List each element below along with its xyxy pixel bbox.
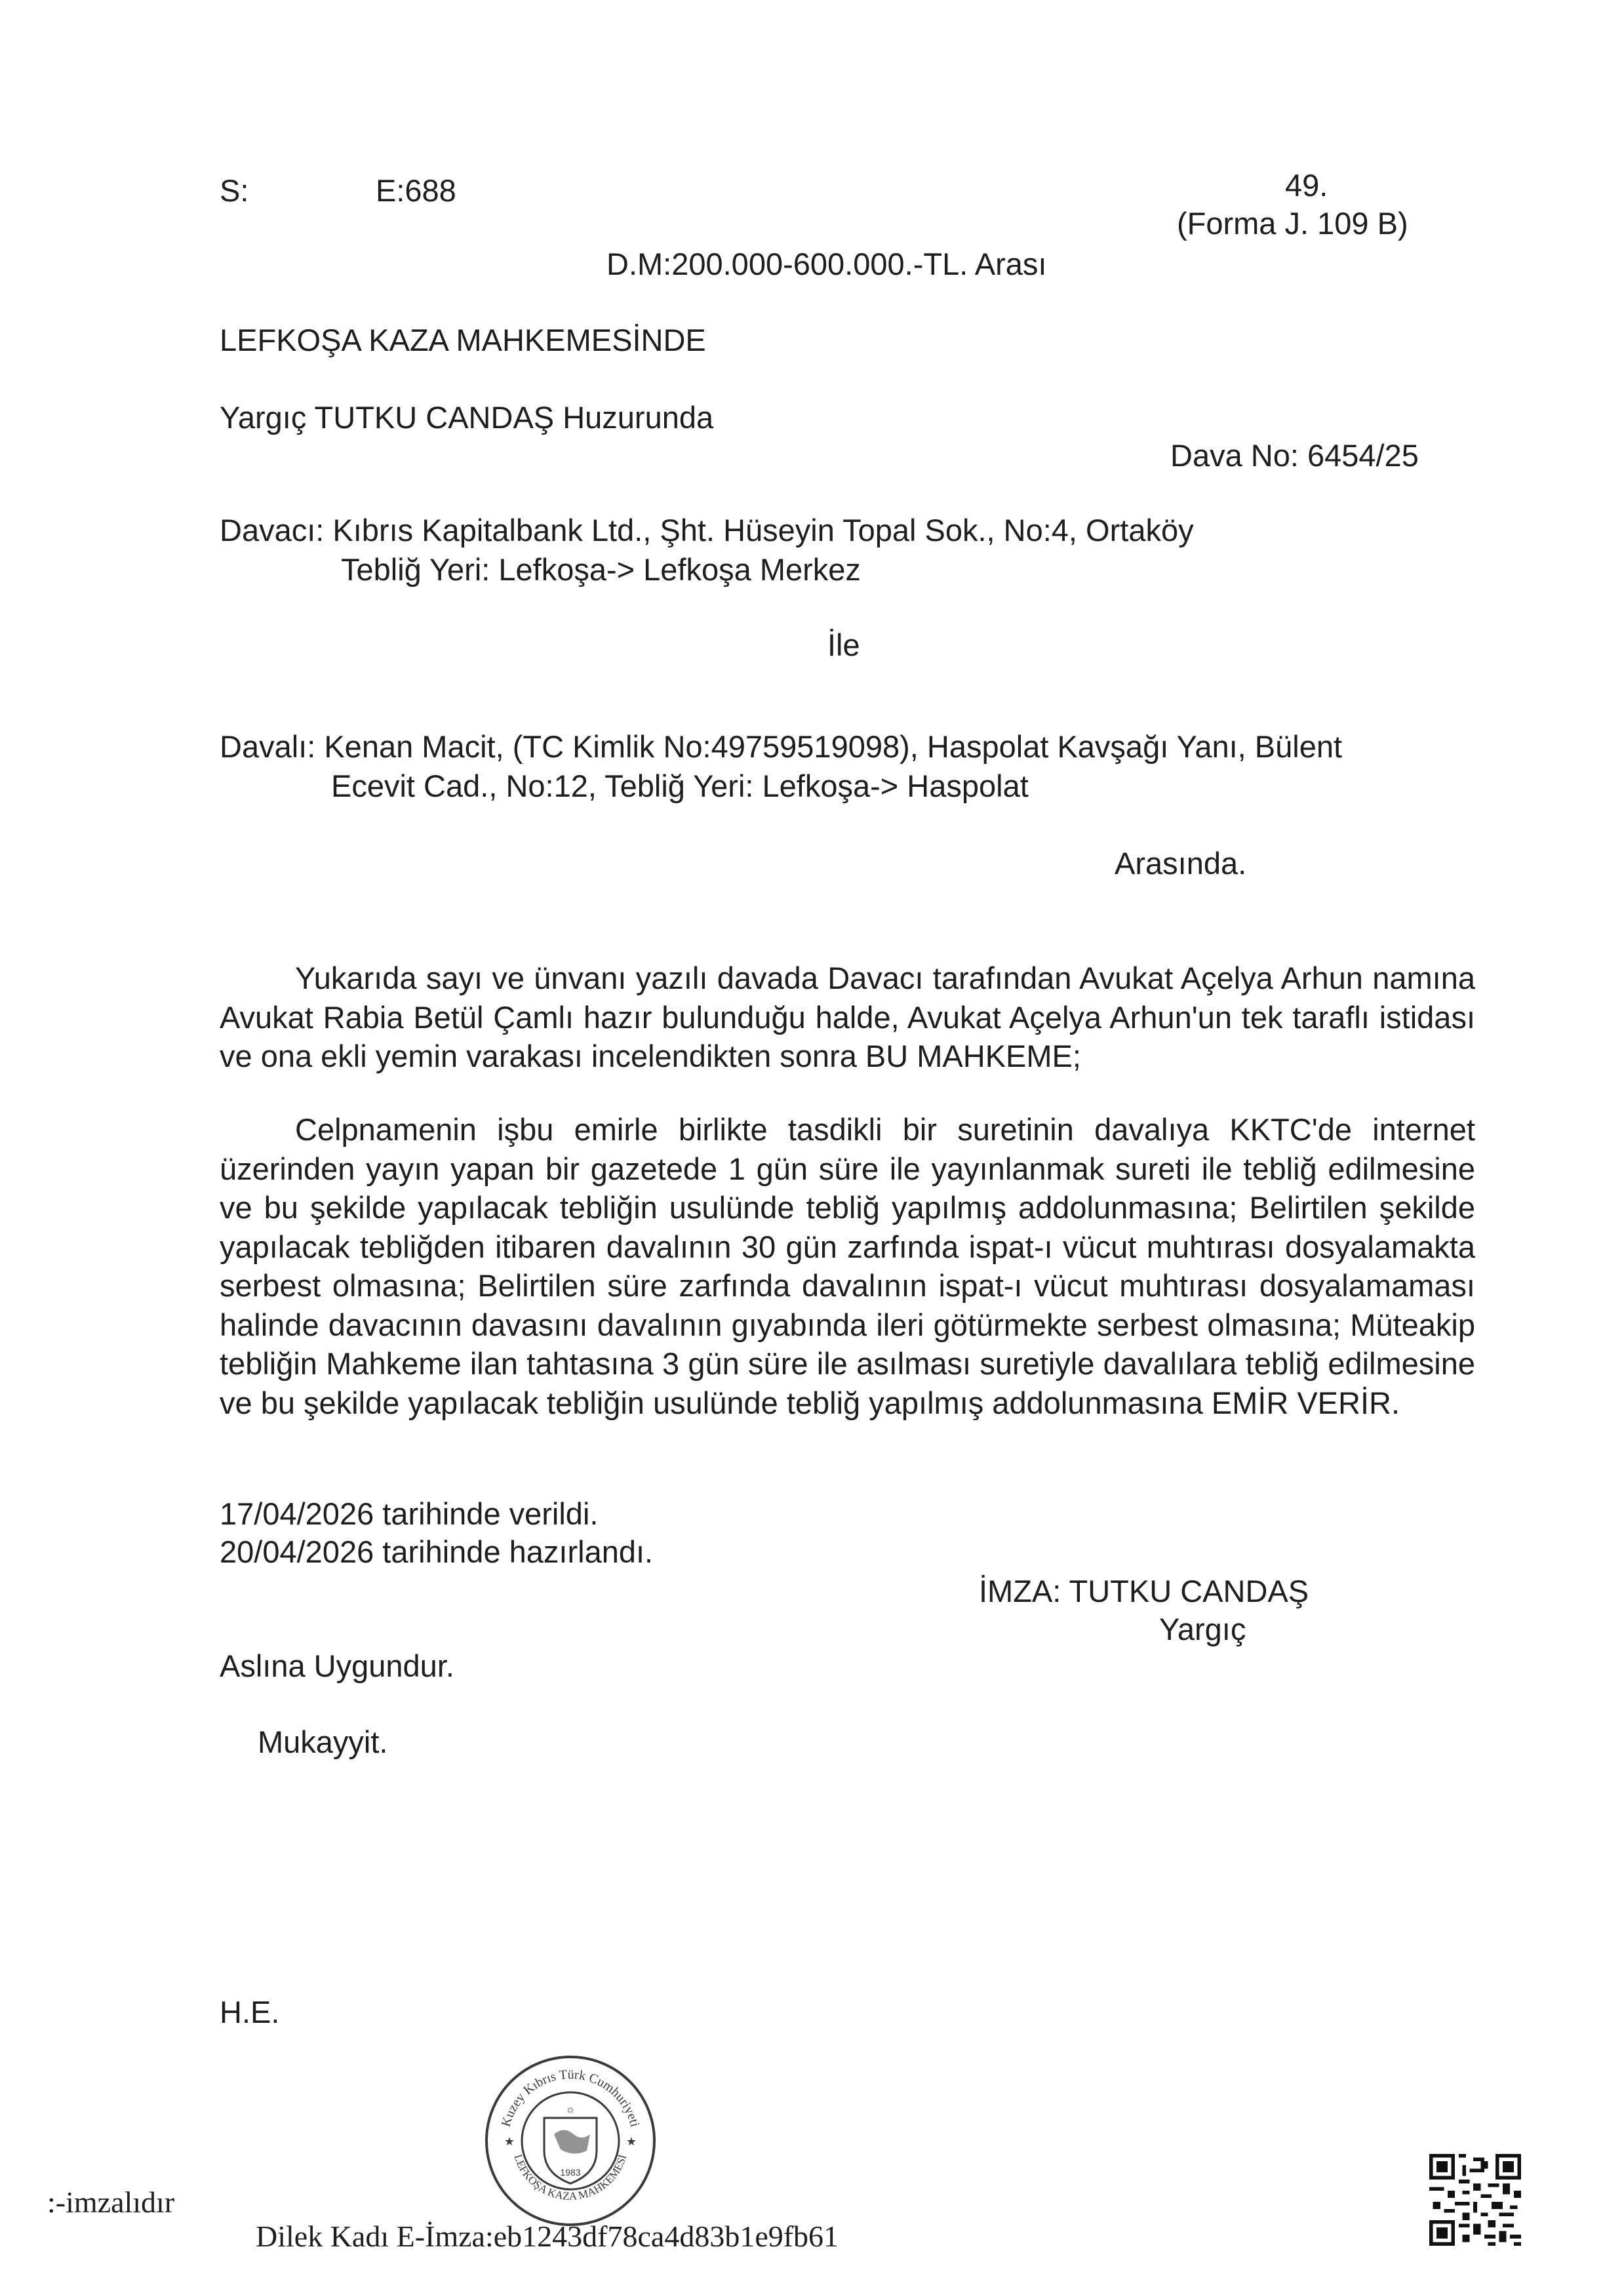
e-number: E:688: [376, 173, 456, 208]
svg-text:Kuzey Kıbrıs Türk Cumhuriyeti: [499, 2067, 643, 2128]
court-name: LEFKOŞA KAZA MAHKEMESİNDE: [220, 323, 706, 357]
paragraph-intro-text: Yukarıda sayı ve ünvanı yazılı davada Davacı tarafından Avukat Açelya Arhun namına Avukat Rabia Betül Çamlı hazır bulunduğu halde, Avukat Açelya Arhun'un tek taraflı istidası ve ona ekli yemin varakası incelendikten sonra BU MAHKEME;: [220, 961, 1475, 1073]
defendant-line-1: Davalı: Kenan Macit, (TC Kimlik No:49759519098), Haspolat Kavşağı Yanı, Bülent: [220, 729, 1343, 764]
court-seal-icon: [482, 2052, 659, 2229]
defendant-line-2: Ecevit Cad., No:12, Tebliğ Yeri: Lefkoşa-> Haspolat: [331, 768, 1029, 803]
closing-word: Arasında.: [1115, 846, 1247, 881]
form-name: (Forma J. 109 B): [1177, 206, 1408, 241]
form-number: 49.: [1285, 168, 1328, 203]
e-signature-line: Dilek Kadı E-İmza:eb1243df78ca4d83b1e9fb61: [256, 2220, 839, 2253]
signature-line: İMZA: TUTKU CANDAŞ: [979, 1574, 1309, 1608]
paragraph-order: [220, 1110, 1475, 1422]
e-signed-note: :-imzalıdır: [47, 2185, 175, 2219]
seal-bottom-text: LEFKOŞA KAZA MAHKEMESİ: [511, 2153, 629, 2202]
svg-text:☼: ☼: [565, 2104, 576, 2115]
between-word: İle: [827, 628, 860, 662]
initials: H.E.: [220, 1995, 280, 2029]
svg-text:1983: 1983: [560, 2167, 581, 2178]
seal-top-text: Kuzey Kıbrıs Türk Cumhuriyeti: [498, 2067, 643, 2129]
paragraph-order-text: Celpnamenin işbu emirle birlikte tasdikli bir suretinin davalıya KKTC'de internet üzerinden yayın yapan bir gazetede 1 gün süre ile yayınlanmak sureti ile tebliğ edilmesine ve bu şekilde yapılacak tebliğin usulünde tebliğ yapılmış addolunmasına; Belirtilen şekilde yapılacak tebliğden itibaren davalının 30 gün zarfında ispat-ı vücut muhtırası dosyalamakta serbest olmasına; Belirtilen süre zarfında davalının ispat-ı vücut muhtırası dosyalamaması halinde davacının davasını davalının gıyabında ileri götürmekte serbest olmasına; Müteakip tebliğin Mahkeme ilan tahtasına 3 gün süre ile asılması suretiyle davalılara tebliğ edilmesine ve bu şekilde yapılacak tebliğin usulünde tebliğ yapılmış addolunmasına EMİR VERİR.: [220, 1112, 1475, 1420]
certified-text: Aslına Uygundur.: [220, 1648, 454, 1683]
dm-range: D.M:200.000-600.000.-TL. Arası: [606, 247, 1047, 281]
svg-text:★: ★: [504, 2135, 515, 2148]
svg-text:★: ★: [625, 2135, 637, 2148]
registrar-text: Mukayyit.: [258, 1724, 388, 1759]
given-date: 17/04/2026 tarihinde verildi.: [220, 1496, 599, 1531]
plaintiff-line-1: Davacı: Kıbrıs Kapitalbank Ltd., Şht. Hüseyin Topal Sok., No:4, Ortaköy: [220, 513, 1194, 548]
plaintiff-line-2: Tebliğ Yeri: Lefkoşa-> Lefkoşa Merkez: [341, 552, 861, 587]
paragraph-intro: [220, 959, 1475, 1076]
s-label: S:: [220, 173, 249, 208]
qr-code-icon: [1429, 2154, 1521, 2246]
svg-text:LEFKOŞA KAZA MAHKEMESİ: [512, 2153, 629, 2202]
signer-title: Yargıç: [1159, 1612, 1246, 1646]
prepared-date: 20/04/2026 tarihinde hazırlandı.: [220, 1534, 654, 1569]
case-number: Dava No: 6454/25: [1170, 438, 1419, 473]
judge-line: Yargıç TUTKU CANDAŞ Huzurunda: [220, 400, 714, 435]
